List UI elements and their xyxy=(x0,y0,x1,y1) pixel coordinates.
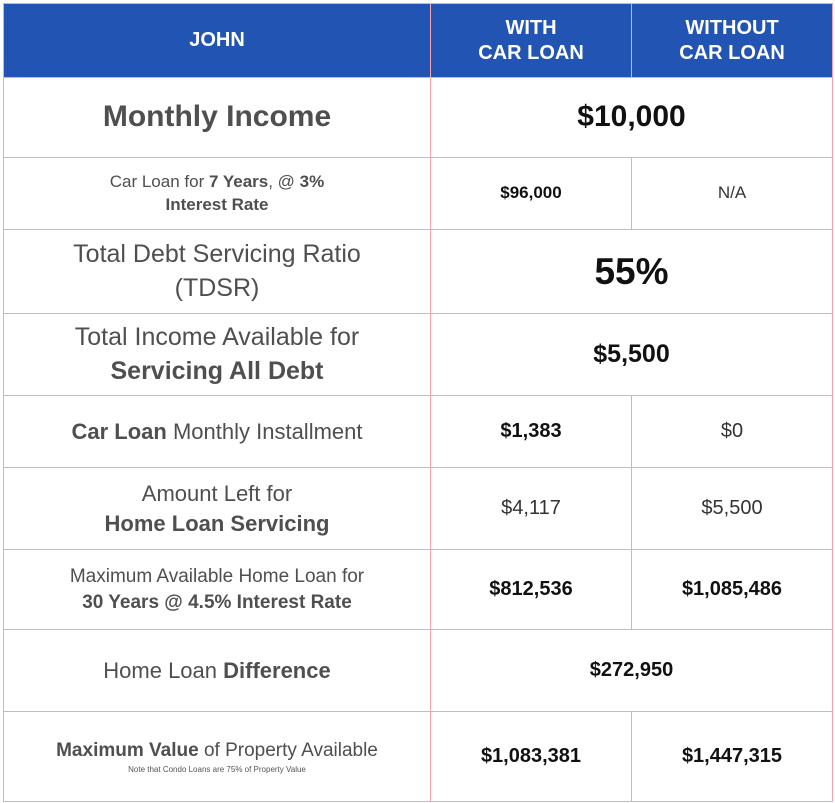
total-income-value-text: $5,500 xyxy=(593,339,670,368)
row-amount-left xyxy=(4,468,833,550)
header-name-text: JOHN xyxy=(189,29,245,51)
header-with-line2: CAR LOAN xyxy=(478,41,584,64)
tdsr-value xyxy=(431,230,833,314)
header-name xyxy=(4,4,431,78)
car-loan-without-text: N/A xyxy=(717,183,747,203)
header-with-car-loan xyxy=(431,4,632,78)
row-tdsr xyxy=(4,230,833,314)
amount-left-with-text: $4,117 xyxy=(501,497,561,519)
total-income-label-line2: Servicing All Debt xyxy=(110,356,324,385)
total-income-label-line1: Total Income Available for xyxy=(74,322,360,351)
difference-label-pre: Home Loan xyxy=(103,657,224,683)
row-car-loan xyxy=(4,158,833,230)
difference-value-text: $272,950 xyxy=(589,659,674,681)
total-income-label xyxy=(4,314,431,396)
car-loan-with-text: $96,000 xyxy=(500,183,562,203)
row-max-value xyxy=(4,712,833,802)
car-loan-label-years: 7 Years xyxy=(208,171,269,191)
max-home-loan-label xyxy=(4,550,431,630)
tdsr-label-line1: Total Debt Servicing Ratio xyxy=(73,239,361,268)
car-loan-label xyxy=(4,158,431,230)
tdsr-label xyxy=(4,230,431,314)
installment-without-value xyxy=(632,396,833,468)
installment-with-text: $1,383 xyxy=(500,420,562,442)
row-max-home-loan xyxy=(4,550,833,630)
max-home-loan-with-text: $812,536 xyxy=(489,578,573,600)
installment-label-rest: Monthly Installment xyxy=(166,418,363,444)
tdsr-value-text: 55% xyxy=(594,250,669,292)
max-value-with-value xyxy=(431,712,632,802)
car-loan-label-mid: , @ xyxy=(268,171,300,191)
amount-left-with-value xyxy=(431,468,632,550)
max-value-label-bold: Maximum Value xyxy=(56,740,199,762)
max-home-loan-without-text: $1,085,486 xyxy=(681,578,783,600)
installment-label xyxy=(4,396,431,468)
car-loan-without-value xyxy=(632,158,833,230)
header-row xyxy=(4,4,833,78)
loan-comparison-table xyxy=(3,3,833,802)
max-value-with-text: $1,083,381 xyxy=(480,745,582,767)
installment-without-text: $0 xyxy=(720,420,744,442)
header-with-line1: WITH xyxy=(505,16,557,39)
max-value-without-text: $1,447,315 xyxy=(681,745,783,767)
amount-left-label xyxy=(4,468,431,550)
max-value-without-value xyxy=(632,712,833,802)
row-monthly-income xyxy=(4,78,833,158)
monthly-income-value-text: $10,000 xyxy=(577,100,686,134)
max-home-loan-without-value xyxy=(632,550,833,630)
max-value-label xyxy=(4,712,431,802)
max-home-loan-label-line2: 30 Years @ 4.5% Interest Rate xyxy=(82,591,352,613)
row-difference xyxy=(4,630,833,712)
header-without-line1: WITHOUT xyxy=(685,16,779,39)
max-value-label-rest: of Property Available xyxy=(198,740,378,762)
row-total-income xyxy=(4,314,833,396)
amount-left-label-line2: Home Loan Servicing xyxy=(104,510,330,536)
max-home-loan-label-line1: Maximum Available Home Loan for xyxy=(69,565,365,587)
header-without-car-loan xyxy=(632,4,833,78)
tdsr-label-line2: (TDSR) xyxy=(174,273,260,302)
car-loan-with-value xyxy=(431,158,632,230)
amount-left-label-line1: Amount Left for xyxy=(141,480,293,506)
amount-left-without-value xyxy=(632,468,833,550)
difference-label-bold: Difference xyxy=(223,657,331,683)
installment-with-value xyxy=(431,396,632,468)
max-home-loan-with-value xyxy=(431,550,632,630)
difference-value xyxy=(431,630,833,712)
header-without-line2: CAR LOAN xyxy=(679,41,785,64)
row-installment xyxy=(4,396,833,468)
car-loan-label-pre: Car Loan for xyxy=(109,171,209,191)
monthly-income-value xyxy=(431,78,833,158)
car-loan-label-interest: Interest Rate xyxy=(165,194,269,214)
car-loan-label-rate: 3% xyxy=(299,171,325,191)
difference-label xyxy=(4,630,431,712)
monthly-income-label-text: Monthly Income xyxy=(102,100,332,134)
installment-label-bold: Car Loan xyxy=(71,418,167,444)
monthly-income-label xyxy=(4,78,431,158)
total-income-value xyxy=(431,314,833,396)
amount-left-without-text: $5,500 xyxy=(701,497,763,519)
condo-note: Note that Condo Loans are 75% of Property Value xyxy=(128,765,306,775)
